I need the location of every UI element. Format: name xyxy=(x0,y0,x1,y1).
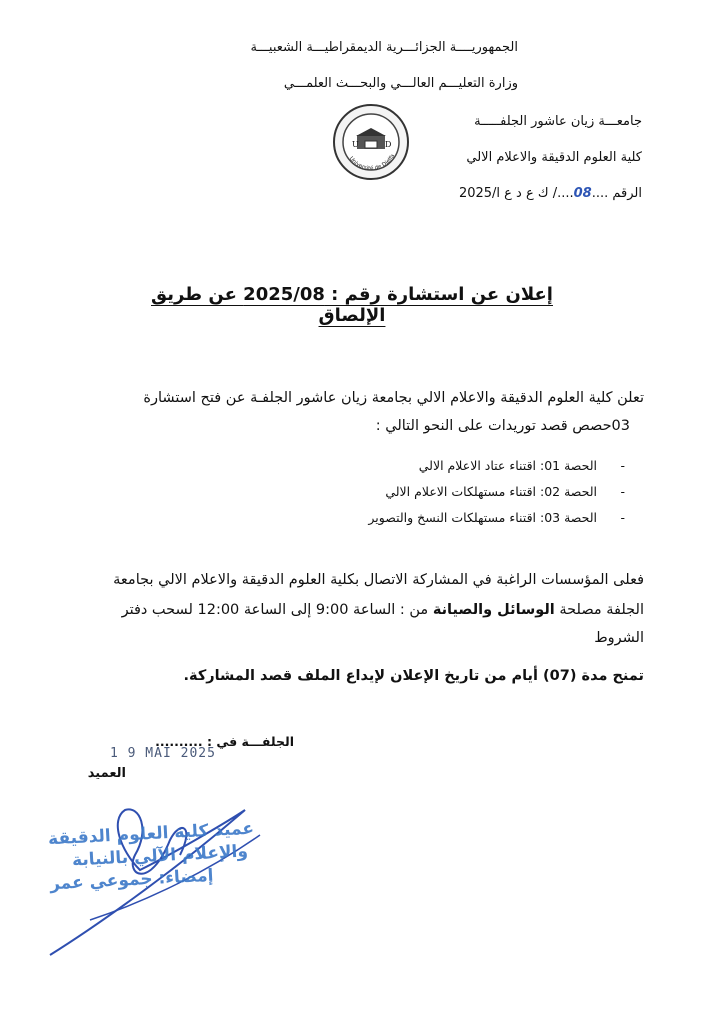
lot-item xyxy=(200,484,625,499)
ministry-header: وزارة التعليـــم العالـــي والبحـــث العلمـــي xyxy=(283,76,518,91)
participation-line-2 xyxy=(70,598,644,622)
place-date-label: الجلفـــة في : .......... xyxy=(155,734,294,749)
university-name: جامعـــة زيان عاشور الجلفـــــة xyxy=(474,114,642,129)
logo-caption: Université de Djelfa xyxy=(347,153,397,172)
lot-text: اقتناء عتاد الاعلام الالي xyxy=(418,458,540,473)
participation-text-b: من : الساعة 9:00 إلى الساعة 12:00 لسحب دفتر xyxy=(121,602,433,618)
logo-letter-u: U xyxy=(352,140,359,149)
date-stamp: 1 9 MAI 2025 xyxy=(110,746,216,761)
stamp-line-1: عميد كلية العلوم الدقيقة xyxy=(47,818,255,850)
lot-bullet: - xyxy=(620,458,625,473)
lot-item xyxy=(200,510,625,525)
logo-letter-d: D xyxy=(385,140,392,149)
intro-line-1: تعلن كلية العلوم الدقيقة والاعلام الالي بجامعة زيان عاشور الجلفـة عن فتح استشارة xyxy=(143,390,644,406)
participation-line-3: الشروط xyxy=(594,630,644,646)
ref-suffix: ..../ ك ع د ع ا/2025 xyxy=(458,186,574,201)
lot-label: الحصة 01: xyxy=(540,458,597,473)
deadline-notice: تمنح مدة (07) أيام من تاريخ الإعلان لإيداع الملف قصد المشاركة. xyxy=(183,668,644,684)
stamp-line-2: والإعلام الآلي بالنيابة xyxy=(71,841,249,871)
university-logo xyxy=(332,103,410,181)
intro-line-2: 03حصص قصد توريدات على النحو التالي : xyxy=(375,418,630,434)
ref-label: الرقم .... xyxy=(591,186,642,201)
reference-number xyxy=(420,186,642,201)
dean-signature-stamp xyxy=(30,780,290,960)
lot-text: اقتناء مستهلكات النسخ والتصوير xyxy=(368,510,540,525)
ref-handwritten-number: 08 xyxy=(573,186,592,201)
announcement-title: إعلان عن استشارة رقم : 2025/08 عن طريق الإلصاق xyxy=(151,284,553,326)
participation-text-a: الجلفة مصلحة xyxy=(554,602,644,618)
republic-header: الجمهوريــــة الجزائـــرية الديمقراطيـــة الشعبيـــة xyxy=(250,40,518,55)
participation-line-1: فعلى المؤسسات الراغبة في المشاركة الاتصال بكلية العلوم الدقيقة والاعلام الالي بجامعة xyxy=(113,572,644,588)
faculty-name: كلية العلوم الدقيقة والاعلام الالي xyxy=(466,150,642,165)
lot-bullet: - xyxy=(620,510,625,525)
lot-label: الحصة 02: xyxy=(540,484,597,499)
stamp-line-3: إمضاء: جموعي عمر xyxy=(49,865,214,895)
dean-title: العميد xyxy=(87,766,126,781)
lot-label: الحصة 03: xyxy=(540,510,597,525)
lot-bullet: - xyxy=(620,484,625,499)
lot-item xyxy=(200,458,625,473)
lot-text: اقتناء مستهلكات الاعلام الالي xyxy=(385,484,540,499)
service-name: الوسائل والصيانة xyxy=(432,602,555,618)
